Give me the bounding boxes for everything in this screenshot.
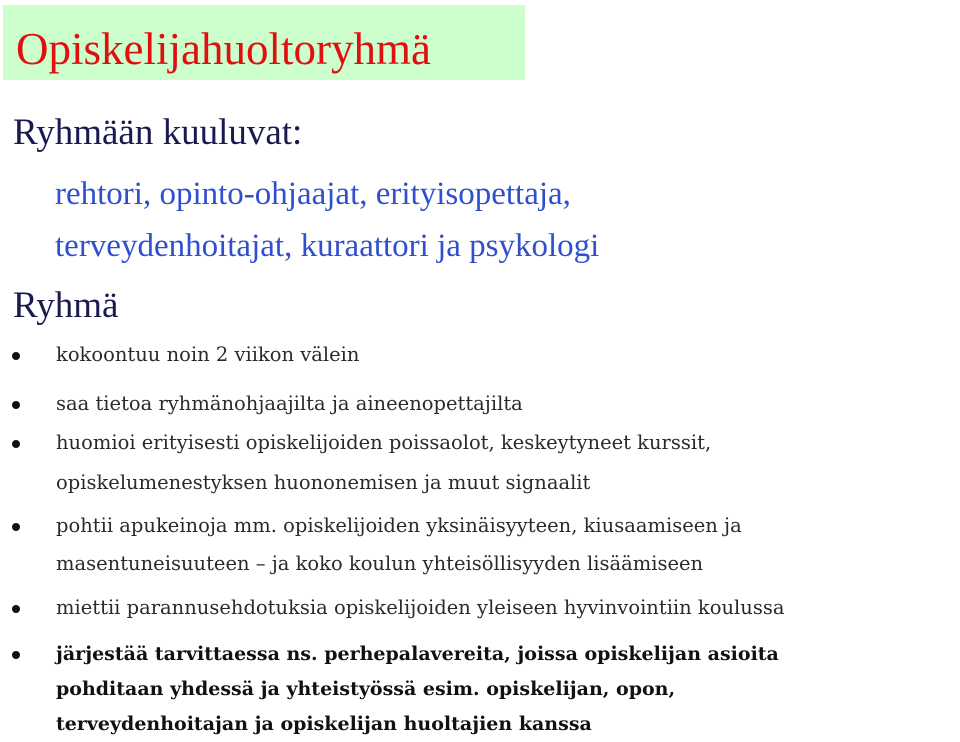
bullet-dot-icon	[12, 651, 20, 659]
members-heading: Ryhmään kuuluvat:	[13, 112, 303, 153]
bullet-text: järjestää tarvittaessa ns. perhepalavereita, joissa opiskelijan asioita	[56, 643, 779, 665]
members-line: rehtori, opinto-ohjaajat, erityisopettaja,	[55, 176, 571, 212]
bullet-text: terveydenhoitajan ja opiskelijan huoltajien kanssa	[56, 713, 592, 735]
group-heading: Ryhmä	[13, 285, 119, 326]
members-line: terveydenhoitajat, kuraattori ja psykologi	[55, 228, 600, 264]
bullet-text: kokoontuu noin 2 viikon välein	[56, 343, 360, 366]
bullet-text: opiskelumenestyksen huononemisen ja muut signaalit	[56, 471, 591, 494]
bullet-dot-icon	[12, 401, 20, 409]
bullet-dot-icon	[12, 352, 20, 360]
bullet-dot-icon	[12, 523, 20, 531]
bullet-text: masentuneisuuteen – ja koko koulun yhteisöllisyyden lisäämiseen	[56, 552, 704, 575]
bullet-dot-icon	[12, 605, 20, 613]
bullet-text: pohditaan yhdessä ja yhteistyössä esim. opiskelijan, opon,	[56, 678, 676, 700]
bullet-text: huomioi erityisesti opiskelijoiden poissaolot, keskeytyneet kurssit,	[56, 431, 712, 454]
title-banner	[3, 5, 525, 80]
bullet-text: pohtii apukeinoja mm. opiskelijoiden yksinäisyyteen, kiusaamiseen ja	[56, 514, 742, 537]
bullet-text: miettii parannusehdotuksia opiskelijoiden yleiseen hyvinvointiin koulussa	[56, 596, 785, 619]
bullet-dot-icon	[12, 440, 20, 448]
bullet-text: saa tietoa ryhmänohjaajilta ja aineenopettajilta	[56, 392, 523, 415]
page-title: Opiskelijahuoltoryhmä	[16, 24, 431, 74]
